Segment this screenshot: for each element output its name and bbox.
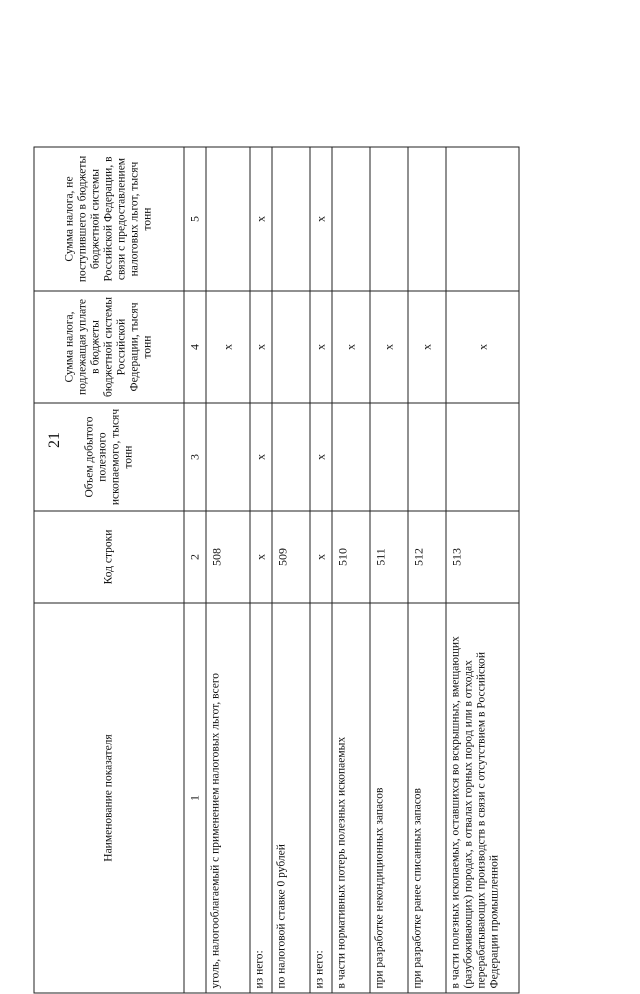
table-row xyxy=(206,147,250,993)
row-name: в части нормативных потерь полезных ископаемых xyxy=(332,603,370,993)
row-code: 509 xyxy=(272,511,310,603)
row-tax-not-received xyxy=(370,147,408,291)
row-tax-not-received xyxy=(272,147,310,291)
row-code: x xyxy=(250,511,272,603)
row-tax-not-received: x xyxy=(310,147,332,291)
row-tax-payable: x xyxy=(310,291,332,403)
row-volume xyxy=(446,403,519,511)
row-volume xyxy=(370,403,408,511)
header-tax-not-received: Сумма налога, не поступившего в бюджеты бюджетной системы Российской Федерации, в связи с предоставлением налоговых льгот, тысяч тонн xyxy=(34,147,184,291)
column-number-row xyxy=(184,147,206,993)
header-row xyxy=(34,147,184,993)
row-tax-payable: x xyxy=(446,291,519,403)
column-number-2: 2 xyxy=(184,511,206,603)
table-row xyxy=(370,147,408,993)
rotated-table-container xyxy=(34,148,501,994)
header-line-code: Код строки xyxy=(34,511,184,603)
row-tax-not-received xyxy=(332,147,370,291)
row-tax-payable: x xyxy=(370,291,408,403)
table-row xyxy=(272,147,310,993)
row-name: при разработке некондиционных запасов xyxy=(370,603,408,993)
row-code: 513 xyxy=(446,511,519,603)
header-volume: Объем добытого полезного ископаемого, тысяч тонн xyxy=(34,403,184,511)
row-tax-payable: x xyxy=(206,291,250,403)
column-number-3: 3 xyxy=(184,403,206,511)
row-name: в части полезных ископаемых, оставшихся во вскрышных, вмещающих (разубоживающих) породах, в отвалах горных пород или в отходах перерабатывающих производств в связи с отсутствием в Российской Федерации промышленной xyxy=(446,603,519,993)
row-volume: x xyxy=(250,403,272,511)
row-code: 511 xyxy=(370,511,408,603)
table-row xyxy=(310,147,332,993)
row-code: 508 xyxy=(206,511,250,603)
row-tax-not-received xyxy=(446,147,519,291)
indicator-table xyxy=(34,147,520,994)
row-tax-payable: x xyxy=(408,291,446,403)
row-code: 512 xyxy=(408,511,446,603)
row-name: из него: xyxy=(310,603,332,993)
row-name: уголь, налогооблагаемый с применением налоговых льгот, всего xyxy=(206,603,250,993)
header-tax-payable: Сумма налога, подлежащая уплате в бюджеты бюджетной системы Российской Федерации, тысяч тонн xyxy=(34,291,184,403)
page-number: 21 xyxy=(46,432,63,448)
row-volume xyxy=(332,403,370,511)
row-name: по налоговой ставке 0 рублей xyxy=(272,603,310,993)
row-tax-not-received xyxy=(206,147,250,291)
row-tax-not-received: x xyxy=(250,147,272,291)
row-name: из него: xyxy=(250,603,272,993)
row-tax-payable xyxy=(272,291,310,403)
row-tax-payable: x xyxy=(250,291,272,403)
row-name: при разработке ранее списанных запасов xyxy=(408,603,446,993)
table-row xyxy=(446,147,519,993)
header-indicator-name: Наименование показателя xyxy=(34,603,184,993)
table-row xyxy=(250,147,272,993)
row-volume xyxy=(272,403,310,511)
row-volume xyxy=(206,403,250,511)
row-tax-payable: x xyxy=(332,291,370,403)
table-row xyxy=(408,147,446,993)
row-tax-not-received xyxy=(408,147,446,291)
column-number-1: 1 xyxy=(184,603,206,993)
row-code: 510 xyxy=(332,511,370,603)
row-volume: x xyxy=(310,403,332,511)
table-row xyxy=(332,147,370,993)
column-number-5: 5 xyxy=(184,147,206,291)
row-volume xyxy=(408,403,446,511)
row-code: x xyxy=(310,511,332,603)
column-number-4: 4 xyxy=(184,291,206,403)
